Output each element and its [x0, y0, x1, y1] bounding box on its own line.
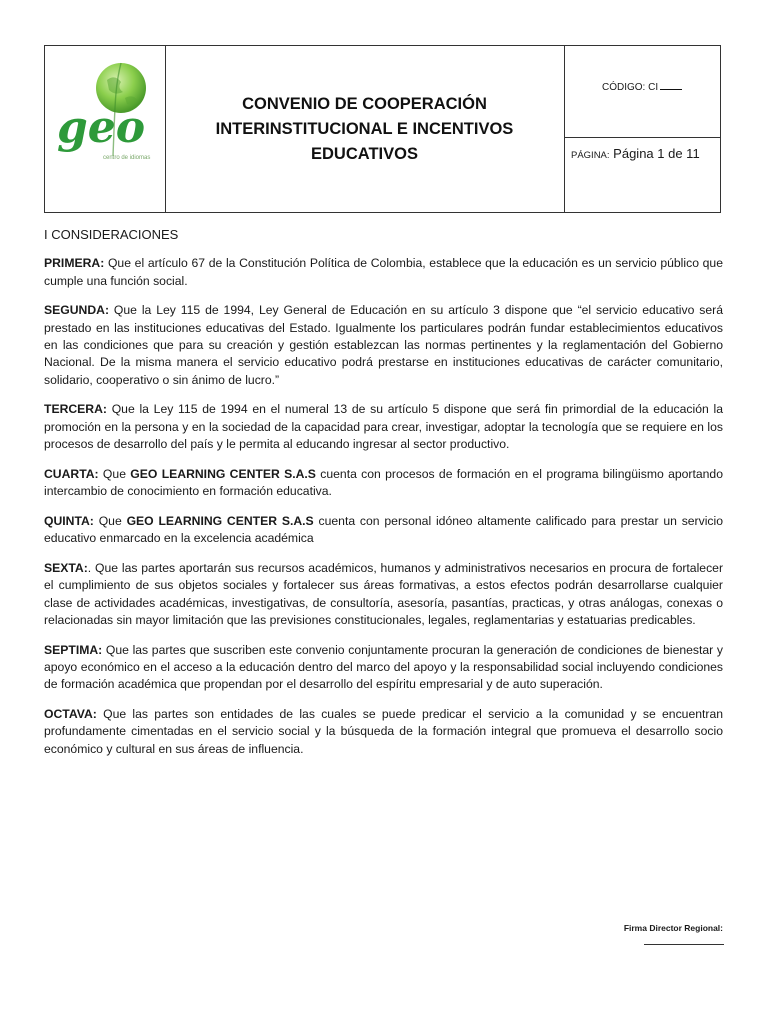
clause-pre: Que: [98, 466, 131, 481]
clause-label: OCTAVA:: [44, 707, 97, 722]
firma-label: Firma Director Regional:: [623, 923, 723, 933]
logo-cell: [45, 46, 166, 212]
meta-cell: [564, 46, 721, 212]
pagina-field: [571, 144, 717, 166]
pagina-label: PÁGINA:: [571, 150, 610, 161]
clause-text: Que las partes que suscriben este convenio conjuntamente procuran la generación de condiciones de bienestar y apoyo económico en el acceso a la educación dentro del marco del apoyo y la responsabilidad social incluyendo condiciones de formación académica que propendan por el desarrollo del espíritu empresarial y de auto superación.: [44, 642, 723, 692]
clause-tercera: [44, 401, 723, 453]
clause-primera: [44, 255, 723, 290]
clause-quinta: [44, 513, 723, 548]
clause-sexta: [44, 560, 723, 629]
clause-text: cuenta con personal idóneo altamente calificado para prestar un servicio educativo enmarcado en la excelencia académica: [44, 513, 724, 546]
title-cell: [165, 46, 564, 212]
clause-septima: [44, 642, 723, 694]
clause-text: Que las partes son entidades de las cuales se puede predicar el servicio a la comunidad y se encuentran profundamente cimentadas en el servicio social y la búsqueda de la formación integral que promueva el desarrollo socio económico y cultural en sus áreas de influencia.: [44, 707, 723, 756]
clause-text: Que la Ley 115 de 1994 en el numeral 13 de su artículo 5 dispone que será fin primordial de la educación la promoción en la persona y en la sociedad de la capacidad para crear, investigar, adoptar la tecnología que se requiere en los procesos de desarrollo del país y le permita al educando ingresar al sector productivo.: [44, 402, 723, 451]
signature-line: [644, 944, 724, 945]
document-title: CONVENIO DE COOPERACIÓN INTERINSTITUCIONAL E INCENTIVOS EDUCATIVOS: [215, 94, 514, 163]
codigo-blank-line: [660, 80, 682, 90]
pagina-value: Página 1 de 11: [613, 146, 700, 161]
clause-segunda: [44, 302, 723, 388]
clause-label: TERCERA:: [44, 402, 107, 417]
clause-text: . Que las partes aportarán sus recursos académicos, humanos y administrativos necesarios en procura de fortalecer el cumplimiento de sus objetos sociales y fortalecer sus áreas formativas, a estos efectos podrán desarrollarse cualquier clase de actividades académicas, investigativas, de consultoría, asesoría, pasantías, practicas, y otras análogas, conexas o relacionadas sin mayor limitación que las previsiones constitucionales, legales, reglamentarias y estatuarias predicables.: [44, 560, 723, 627]
codigo-field: [602, 80, 682, 93]
clause-label: SEPTIMA:: [44, 642, 103, 657]
clause-pre: Que: [93, 513, 127, 528]
clause-label: SEGUNDA:: [44, 303, 110, 318]
section-title: I CONSIDERACIONES: [44, 227, 179, 242]
clause-text: Que la Ley 115 de 1994, Ley General de Educación en su artículo 3 dispone que “el servicio educativo será prestado en las instituciones educativas del Estado. Igualmente los particulares podrán fundar establecimientos educativos en las condiciones que para su creación y gestión establezcan las normas pertinentes y la reglamentación del Gobierno Nacional. De la misma manera el servicio educativo podrá prestarse en instituciones educativas de carácter comunitario, solidario, cooperativo o sin ánimo de lucro.”: [44, 303, 723, 387]
company-name: GEO LEARNING CENTER S.A.S: [130, 466, 316, 481]
codigo-cell: [565, 46, 721, 138]
clause-text: cuenta con procesos de formación en el programa bilingüismo aportando intercambio de conocimiento en formación educativa.: [44, 466, 723, 499]
logo-text: geo: [57, 102, 146, 153]
clause-cuarta: [44, 466, 723, 501]
clause-label: PRIMERA:: [44, 256, 105, 271]
clause-label: SEXTA:: [44, 560, 88, 575]
document-body: [44, 226, 723, 770]
document-header: [44, 45, 721, 213]
geo-logo: [45, 46, 165, 212]
clause-text: Que el artículo 67 de la Constitución Política de Colombia, establece que la educación es un servicio público que cumple una función social.: [44, 256, 723, 288]
clause-label: QUINTA:: [44, 513, 94, 528]
clause-label: CUARTA:: [44, 466, 99, 481]
codigo-label: CÓDIGO: CI: [602, 82, 659, 93]
clause-octava: [44, 706, 723, 758]
logo-tagline: centro de idiomas: [103, 155, 151, 161]
company-name: GEO LEARNING CENTER S.A.S: [126, 513, 314, 528]
